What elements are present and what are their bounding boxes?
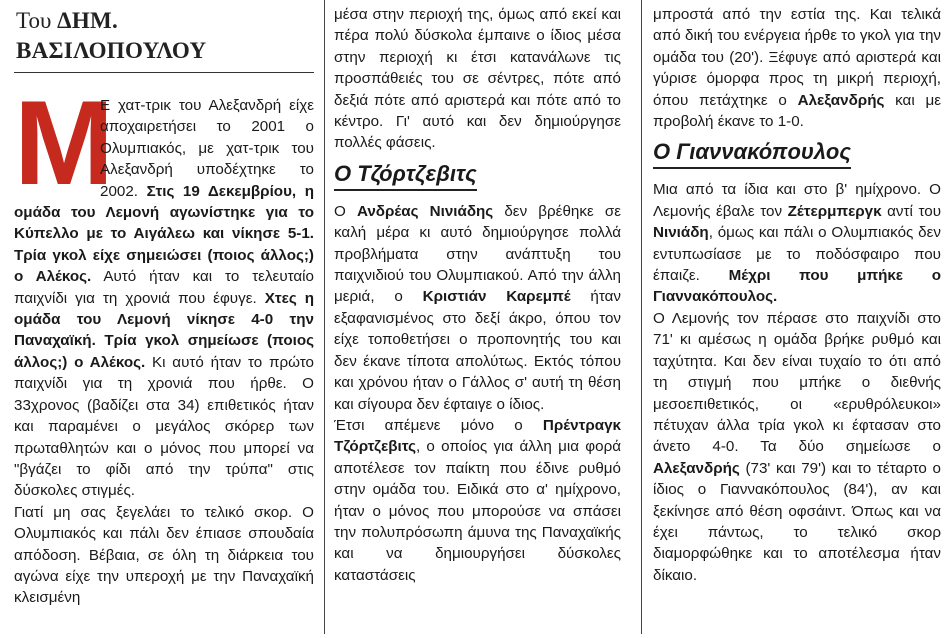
player-name: Ζέτερμπεργκ (787, 202, 882, 220)
text-run: αντί του (881, 202, 941, 220)
lead-text-2: Κι αυτό ήταν το πρώτο παιχνίδι για τη χρονιά που ήρθε. Ο 33χρονος (βαδίζει στα 34) επιθετικός ήταν και παραμένει ο μεγάλος σκόρερ των πρωταθλητών και ο μόνος που μπορεί να "βγάζει το φίδι από την τρύπα" στις δύσκολες στιγμές. (14, 353, 314, 500)
lead-text-1: Αυτό ήταν και το τελευταίο παιχνίδι για τη χρονιά που έφυγε. (14, 268, 314, 307)
player-name: Ανδρέας Νινιάδης (356, 202, 494, 220)
text-run: , όμως και πάλι ο Ολυμπιακός δεν εντυπωσίασε με το ποδόσφαιρο που έπαιζε. (653, 224, 941, 285)
text-run: και με προβολή έκανε το 1-0. (653, 91, 941, 131)
paragraph: μέσα στην περιοχή της, όμως από εκεί και πέρα πολύ δύσκολα έμπαινε ο ίδιος μέσα στην περιοχή κι έτσι κατανάλωνε τις προσπάθειές του σε σέντρες, πότε από δεξιά πότε από αριστερά και πότε από το κέντρο. Γι' αυτό και δεν δημιούργησε πολλές φάσεις. (334, 6, 621, 152)
drop-cap: Μ (14, 76, 110, 210)
player-name: Αλεξανδρής (653, 459, 740, 477)
lead-bold-2: Χτες η ομάδα του Λεμονή νίκησε 4-0 την Παναχαϊκή. Τρία γκολ σημείωσε (ποιος άλλος;) ο Αλέκος. (14, 289, 314, 371)
text-run: , ο οποίος για άλλη μια φορά αποτέλεσε τον παίκτη που έδινε ρυθμό στην ομάδα του. Ειδικά στο α' ημίχρονο, ήταν ο μόνος που μπορούσε να σπάσει την πολυπρόσωπη άμυνα της Παναχαϊκής και να δημιουργήσει δύσκολες καταστάσεις (334, 438, 621, 584)
paragraph (653, 4, 941, 132)
player-name: Πρέντραγκ Τζόρτζεβιτς (334, 416, 621, 456)
lead-paragraph (14, 76, 314, 502)
text-run: Μια από τα ίδια και στο β' ημίχρονο. Ο Λεμονής έβαλε τον (653, 181, 941, 220)
paragraph (653, 179, 941, 307)
author-name: ΔΗΜ. ΒΑΣΙΛΟΠΟΥΛΟΥ (16, 8, 207, 63)
text-run: (73' και 79') και το τέταρτο ο ίδιος ο Γιαννακόπουλος (84'), αν και ξεκίνησε από θέση οφσάιντ. Όπως και να έχει πάντως, το τελικό σκορ διαμορφώθηκε και το αποτέλεσμα ήταν δίκαιο. (653, 459, 941, 584)
paragraph (653, 308, 941, 586)
text-run: Ο (334, 202, 357, 220)
text-run: μπροστά από την εστία της. Και τελικά από δική του ενέργεια ήρθε το γκολ για την ομάδα του (20'). Ξέφυγε από αριστερά και γύρισε όμορφα προς τη μικρή περιοχή, όπου πετάχτηκε ο (653, 6, 941, 109)
author-byline (16, 6, 314, 66)
player-name: Κριστιάν Καρεμπέ (422, 288, 571, 306)
article-column-2 (334, 4, 621, 638)
text-run: Ο Λεμονής τον πέρασε στο παιχνίδι στο 71' κι αμέσως η ομάδα βρήκε ρυθμό και ταχύτητα. Και δεν είναι τυχαίο το ότι από τη στιγμή που μπήκε ο διεθνής μεσοεπιθετικός, οι «ερυθρόλευκοι» πέτυχαν άλλα τρία γκολ κι έφτασαν στο άνετο 4-0. Τα δύο σημείωσε ο (653, 309, 941, 456)
section-heading: Ο Τζόρτζεβιτς (334, 160, 477, 191)
lead-bold-1: Στις 19 Δεκεμβρίου, η ομάδα του Λεμονή αγωνίστηκε για το Κύπελλο με το Αιγάλεω και νίκησε 5-1. Τρία γκολ είχε σημειώσει (ποιος άλλος;) ο Αλέκος. (14, 182, 314, 286)
lead-intro: Ε χατ-τρικ του Αλεξανδρή είχε αποχαιρετήσει το 2001 ο Ολυμπιακός, με χατ-τρικ του Αλεξανδρή υποδέχτηκε το 2002. (100, 97, 314, 200)
column-rule (324, 0, 325, 634)
text-run: ήταν εξαφανισμένος στο δεξί άκρο, όπου τον είχε τοποθετήσει ο προπονητής του και δεν έκανε τίποτα απολύτως. Εκτός τόπου και χρόνου ήταν ο Γάλλος σ' αυτή τη θέση και σίγουρα δεν έφταιγε ο ίδιος. (334, 288, 621, 413)
paragraph (334, 415, 621, 586)
column-rule (641, 0, 642, 634)
byline-prefix: Του (16, 8, 52, 33)
article-column-1 (14, 0, 314, 634)
player-name: Νινιάδη (653, 224, 709, 242)
highlight-text: Μέχρι που μπήκε ο Γιαννακόπουλος. (653, 267, 941, 306)
byline-divider (14, 72, 314, 73)
player-name: Αλεξανδρής (797, 91, 885, 109)
paragraph (334, 201, 621, 415)
text-run: δεν βρέθηκε σε καλή μέρα κι αυτό δημιούργησε πολλά προβλήματα στην ανάπτυξη του παιχνιδιού του Ολυμπιακού. Από την άλλη μεριά, ο (334, 202, 621, 306)
article-column-3 (653, 4, 941, 638)
paragraph: Γιατί μη σας ξεγελάει το τελικό σκορ. Ο Ολυμπιακός και πάλι δεν έπιασε σπουδαία απόδοση. Βέβαια, σε όλη τη διάρκεια του αγώνα είχε την υπεροχή με την Παναχαϊκή κλεισμένη (14, 503, 314, 607)
text-run: Έτσι απέμενε μόνο ο (334, 416, 543, 434)
section-heading: Ο Γιαννακόπουλος (653, 138, 851, 169)
